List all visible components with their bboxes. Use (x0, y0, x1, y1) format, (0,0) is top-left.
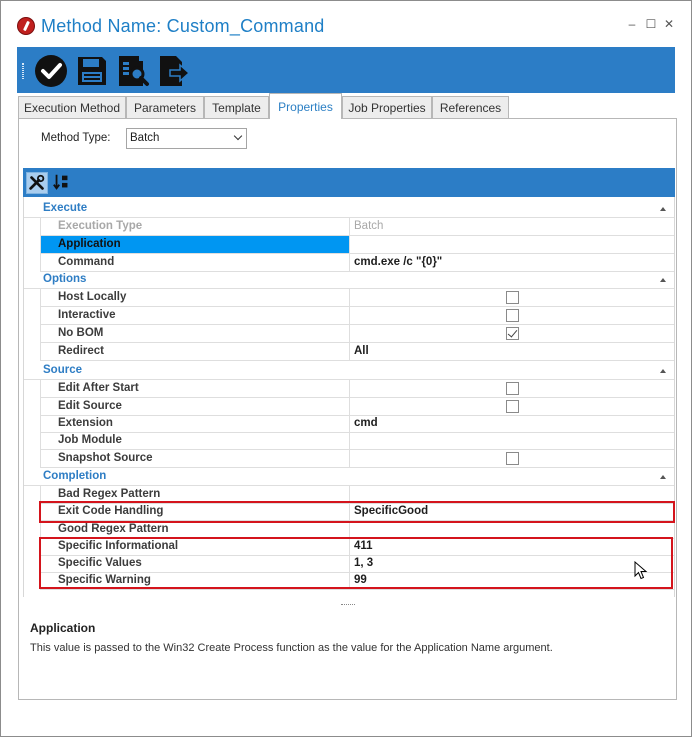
description-title: Application (30, 621, 96, 635)
property-value (350, 398, 674, 415)
property-name: Specific Informational (41, 538, 350, 555)
property-row-interactive[interactable] (24, 307, 674, 325)
property-name: Interactive (41, 307, 350, 324)
app-logo-icon (17, 17, 35, 35)
property-value[interactable]: cmd (354, 417, 378, 429)
property-name: Extension (41, 415, 350, 432)
property-value (350, 307, 674, 324)
property-name: Edit Source (41, 398, 350, 415)
property-name: Application (41, 236, 350, 253)
check-button[interactable] (33, 53, 69, 89)
category-options[interactable] (24, 271, 674, 289)
toolbar-grip[interactable] (22, 63, 24, 79)
checkbox[interactable] (506, 309, 519, 322)
row-indent (24, 307, 41, 325)
tab-job-properties[interactable]: Job Properties (342, 96, 432, 118)
property-value[interactable]: 99 (354, 574, 367, 586)
property-name: Snapshot Source (41, 450, 350, 467)
highlight-box-specific (39, 537, 673, 589)
tab-template[interactable]: Template (204, 96, 269, 118)
row-indent (24, 218, 41, 236)
property-name: No BOM (41, 325, 350, 342)
chevron-down-icon (234, 132, 242, 140)
sort-az-icon (52, 172, 72, 192)
collapse-icon[interactable] (660, 207, 666, 211)
row-indent (24, 236, 41, 254)
checkbox[interactable] (506, 382, 519, 395)
property-row-execution-type[interactable] (24, 218, 674, 236)
property-grid-toolbar (23, 168, 675, 197)
save-icon (74, 53, 110, 89)
checkbox[interactable] (506, 452, 519, 465)
property-value (350, 325, 674, 342)
property-name: Job Module (41, 432, 350, 449)
collapse-icon[interactable] (660, 278, 666, 282)
property-name: Execution Type (41, 218, 350, 235)
main-toolbar (17, 47, 675, 93)
category-label: Source (43, 364, 82, 376)
property-row-host-locally[interactable] (24, 289, 674, 307)
preview-button[interactable] (115, 53, 151, 89)
categorized-button[interactable] (26, 172, 48, 194)
check-circle-icon (33, 53, 69, 89)
property-name: Specific Warning (41, 572, 350, 589)
sort-button[interactable] (52, 172, 74, 194)
tab-parameters[interactable]: Parameters (126, 96, 204, 118)
row-indent (24, 432, 41, 450)
collapse-icon[interactable] (660, 475, 666, 479)
category-completion[interactable] (24, 468, 674, 486)
property-row-no-bom[interactable] (24, 325, 674, 343)
close-button[interactable]: ✕ (663, 17, 675, 31)
property-value[interactable]: SpecificGood (354, 505, 429, 517)
property-value[interactable]: 1, 3 (354, 557, 374, 569)
method-type-select[interactable] (126, 128, 247, 149)
property-row-application[interactable] (24, 236, 674, 254)
property-name: Redirect (41, 343, 350, 360)
property-row-edit-after-start[interactable] (24, 380, 674, 398)
checkbox-checked[interactable] (506, 327, 519, 340)
tab-execution-method[interactable]: Execution Method (18, 96, 126, 118)
property-name: Good Regex Pattern (41, 521, 350, 538)
property-name: Command (41, 254, 350, 271)
category-source[interactable] (24, 362, 674, 380)
row-indent (24, 254, 41, 272)
row-indent (24, 343, 41, 361)
export-button[interactable] (156, 53, 192, 89)
property-row-snapshot-source[interactable] (24, 450, 674, 468)
row-indent (24, 450, 41, 468)
document-export-icon (156, 53, 192, 89)
checkbox[interactable] (506, 400, 519, 413)
category-label: Options (43, 273, 87, 285)
minimize-button[interactable]: – (628, 17, 636, 31)
property-name: Bad Regex Pattern (41, 486, 350, 503)
splitter-handle[interactable] (341, 604, 355, 606)
category-label: Execute (43, 202, 88, 214)
mouse-cursor-icon (634, 561, 648, 581)
property-row-redirect[interactable] (24, 343, 674, 361)
window-title: Method Name: Custom_Command (41, 16, 325, 36)
highlight-box-exit-code (39, 501, 675, 523)
property-value[interactable]: All (354, 345, 369, 357)
row-indent (24, 380, 41, 398)
property-value[interactable] (350, 236, 674, 253)
property-row-edit-source[interactable] (24, 398, 674, 416)
tab-references[interactable]: References (432, 96, 509, 118)
property-name: Host Locally (41, 289, 350, 306)
row-indent (24, 325, 41, 343)
property-value (350, 289, 674, 306)
row-indent (24, 289, 41, 307)
title-bar (1, 1, 691, 41)
method-type-value: Batch (130, 132, 160, 144)
property-value (350, 380, 674, 397)
row-indent (24, 398, 41, 416)
property-name: Edit After Start (41, 380, 350, 397)
checkbox[interactable] (506, 291, 519, 304)
category-execute[interactable] (24, 200, 674, 218)
tab-properties[interactable]: Properties (269, 93, 342, 119)
property-value[interactable]: cmd.exe /c "{0}" (354, 256, 443, 268)
document-search-icon (115, 53, 151, 89)
method-type-label: Method Type: (41, 132, 111, 144)
property-value[interactable] (350, 521, 674, 538)
maximize-button[interactable]: ☐ (645, 17, 657, 31)
property-value: Batch (354, 220, 384, 232)
row-indent (24, 415, 41, 433)
save-button[interactable] (74, 53, 110, 89)
collapse-icon[interactable] (660, 369, 666, 373)
category-label: Completion (43, 470, 107, 482)
property-row-command[interactable] (24, 254, 674, 272)
property-row-job-module[interactable] (24, 432, 674, 450)
property-value[interactable] (350, 432, 674, 449)
property-value (350, 450, 674, 467)
property-value[interactable]: 411 (354, 540, 373, 552)
description-text: This value is passed to the Win32 Create Process function as the value for the Application Name argument. (30, 642, 553, 654)
property-row-extension[interactable] (24, 415, 674, 433)
tools-icon (27, 173, 47, 193)
property-name: Exit Code Handling (41, 503, 350, 520)
property-name: Specific Values (41, 555, 350, 572)
